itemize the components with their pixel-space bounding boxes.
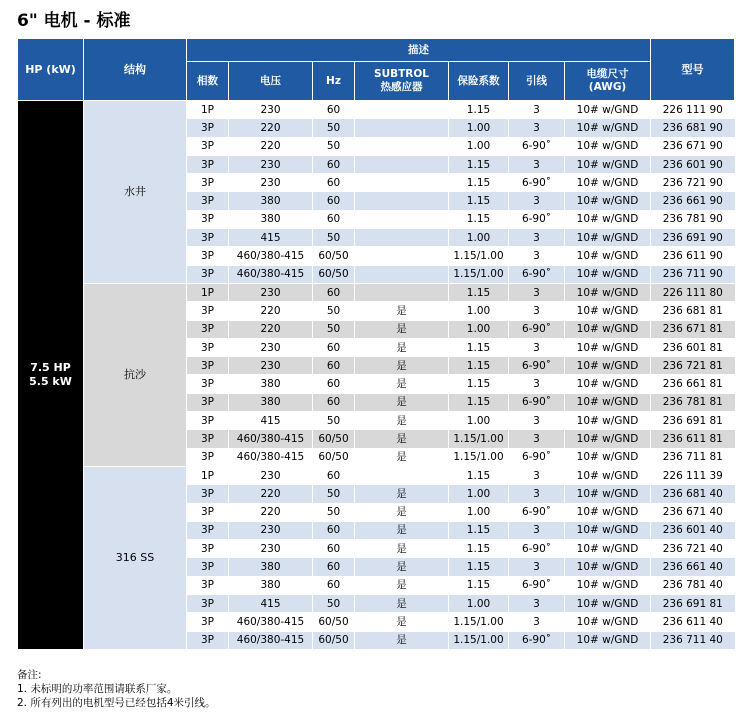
cell-subtrol [355, 119, 449, 137]
cell-leads: 6-90˚ [509, 393, 565, 411]
cell-voltage: 220 [229, 137, 313, 155]
cell-model: 236 671 40 [651, 503, 735, 521]
cell-leads: 3 [509, 430, 565, 448]
cell-service-factor: 1.15/1.00 [449, 448, 509, 466]
cell-phase: 3P [187, 448, 229, 466]
cell-service-factor: 1.15 [449, 192, 509, 210]
cell-model: 236 601 81 [651, 338, 735, 356]
header-cable [565, 62, 651, 101]
cell-phase: 3P [187, 430, 229, 448]
cell-phase: 3P [187, 247, 229, 265]
cell-voltage: 460/380-415 [229, 448, 313, 466]
cell-phase: 3P [187, 229, 229, 247]
cell-subtrol [355, 101, 449, 119]
cell-voltage: 460/380-415 [229, 613, 313, 631]
cell-hz: 60/50 [313, 631, 355, 649]
cell-leads: 3 [509, 119, 565, 137]
cell-service-factor: 1.15 [449, 576, 509, 594]
cell-hz: 60/50 [313, 448, 355, 466]
structure-cell: 316 SS [84, 466, 187, 649]
cell-subtrol: 是 [355, 412, 449, 430]
header-cable-line1: 电缆尺寸 [586, 68, 629, 80]
cell-voltage: 230 [229, 283, 313, 301]
cell-leads: 3 [509, 101, 565, 119]
cell-service-factor: 1.15/1.00 [449, 247, 509, 265]
cell-service-factor: 1.00 [449, 503, 509, 521]
cell-leads: 6-90˚ [509, 210, 565, 228]
cell-service-factor: 1.00 [449, 229, 509, 247]
cell-service-factor: 1.15 [449, 155, 509, 173]
cell-subtrol: 是 [355, 503, 449, 521]
structure-cell: 抗沙 [84, 283, 187, 466]
cell-voltage: 230 [229, 338, 313, 356]
cell-hz: 50 [313, 412, 355, 430]
cell-hz: 60 [313, 393, 355, 411]
cell-cable: 10# w/GND [565, 338, 651, 356]
cell-model: 236 601 40 [651, 521, 735, 539]
cell-service-factor: 1.15 [449, 558, 509, 576]
cell-service-factor: 1.15/1.00 [449, 613, 509, 631]
cell-hz: 50 [313, 485, 355, 503]
cell-cable: 10# w/GND [565, 595, 651, 613]
cell-model: 236 721 90 [651, 174, 735, 192]
cell-service-factor: 1.15/1.00 [449, 265, 509, 283]
cell-voltage: 220 [229, 302, 313, 320]
cell-hz: 60 [313, 558, 355, 576]
cell-cable: 10# w/GND [565, 375, 651, 393]
cell-cable: 10# w/GND [565, 192, 651, 210]
table-row [18, 101, 735, 119]
cell-leads: 3 [509, 283, 565, 301]
cell-phase: 3P [187, 485, 229, 503]
cell-voltage: 230 [229, 357, 313, 375]
cell-cable: 10# w/GND [565, 119, 651, 137]
cell-hz: 60 [313, 540, 355, 558]
cell-phase: 3P [187, 613, 229, 631]
cell-hz: 50 [313, 320, 355, 338]
cell-leads: 6-90˚ [509, 137, 565, 155]
cell-subtrol: 是 [355, 320, 449, 338]
cell-hz: 60 [313, 283, 355, 301]
cell-voltage: 220 [229, 320, 313, 338]
cell-leads: 3 [509, 466, 565, 484]
cell-leads: 3 [509, 375, 565, 393]
cell-model: 236 711 81 [651, 448, 735, 466]
cell-hz: 60/50 [313, 265, 355, 283]
cell-voltage: 460/380-415 [229, 265, 313, 283]
cell-leads: 3 [509, 613, 565, 631]
cell-hz: 50 [313, 229, 355, 247]
cell-cable: 10# w/GND [565, 503, 651, 521]
header-service-factor: 保险系数 [449, 62, 509, 101]
cell-model: 236 661 81 [651, 375, 735, 393]
cell-service-factor: 1.15 [449, 174, 509, 192]
cell-phase: 3P [187, 320, 229, 338]
cell-hz: 60 [313, 466, 355, 484]
cell-service-factor: 1.00 [449, 595, 509, 613]
cell-cable: 10# w/GND [565, 448, 651, 466]
cell-voltage: 380 [229, 375, 313, 393]
cell-voltage: 220 [229, 119, 313, 137]
header-subtrol [355, 62, 449, 101]
notes [17, 668, 216, 710]
cell-model: 236 611 81 [651, 430, 735, 448]
cell-leads: 6-90˚ [509, 320, 565, 338]
cell-cable: 10# w/GND [565, 393, 651, 411]
cell-subtrol: 是 [355, 595, 449, 613]
cell-hz: 50 [313, 137, 355, 155]
header-cable-line2: (AWG) [588, 81, 627, 93]
cell-phase: 3P [187, 137, 229, 155]
cell-service-factor: 1.00 [449, 137, 509, 155]
cell-cable: 10# w/GND [565, 265, 651, 283]
cell-phase: 3P [187, 558, 229, 576]
notes-heading: 备注: [17, 669, 42, 681]
cell-service-factor: 1.00 [449, 412, 509, 430]
cell-hz: 60 [313, 576, 355, 594]
cell-phase: 3P [187, 521, 229, 539]
cell-voltage: 230 [229, 101, 313, 119]
cell-subtrol: 是 [355, 338, 449, 356]
cell-model: 236 781 40 [651, 576, 735, 594]
cell-phase: 3P [187, 576, 229, 594]
cell-model: 236 711 90 [651, 265, 735, 283]
cell-service-factor: 1.00 [449, 320, 509, 338]
header-phase: 相数 [187, 62, 229, 101]
cell-subtrol [355, 137, 449, 155]
cell-voltage: 380 [229, 393, 313, 411]
motor-spec-table [17, 38, 735, 650]
note-item: 2. 所有列出的电机型号已经包括4米引线。 [17, 697, 216, 709]
cell-cable: 10# w/GND [565, 155, 651, 173]
header-structure: 结构 [84, 39, 187, 101]
cell-subtrol: 是 [355, 430, 449, 448]
cell-service-factor: 1.15 [449, 283, 509, 301]
cell-subtrol: 是 [355, 485, 449, 503]
cell-leads: 3 [509, 247, 565, 265]
cell-leads: 3 [509, 302, 565, 320]
cell-subtrol: 是 [355, 357, 449, 375]
cell-phase: 3P [187, 540, 229, 558]
cell-leads: 3 [509, 558, 565, 576]
cell-hz: 50 [313, 302, 355, 320]
cell-leads: 3 [509, 412, 565, 430]
cell-model: 236 691 90 [651, 229, 735, 247]
cell-cable: 10# w/GND [565, 485, 651, 503]
cell-subtrol [355, 210, 449, 228]
cell-model: 236 781 90 [651, 210, 735, 228]
cell-model: 236 601 90 [651, 155, 735, 173]
header-subtrol-line2: 热感应器 [380, 81, 423, 93]
cell-hz: 60 [313, 521, 355, 539]
cell-cable: 10# w/GND [565, 558, 651, 576]
cell-phase: 3P [187, 631, 229, 649]
cell-cable: 10# w/GND [565, 576, 651, 594]
cell-service-factor: 1.15 [449, 210, 509, 228]
cell-cable: 10# w/GND [565, 357, 651, 375]
cell-cable: 10# w/GND [565, 247, 651, 265]
cell-phase: 3P [187, 503, 229, 521]
cell-model: 236 721 81 [651, 357, 735, 375]
cell-hz: 50 [313, 595, 355, 613]
page-title: 6" 电机 - 标准 [17, 11, 131, 31]
header-voltage: 电压 [229, 62, 313, 101]
cell-model: 226 111 80 [651, 283, 735, 301]
cell-leads: 6-90˚ [509, 576, 565, 594]
cell-phase: 3P [187, 265, 229, 283]
cell-leads: 3 [509, 192, 565, 210]
header-leads: 引线 [509, 62, 565, 101]
cell-voltage: 415 [229, 595, 313, 613]
header-description: 描述 [187, 39, 651, 62]
hp-label-line2: 5.5 kW [29, 374, 72, 388]
cell-hz: 60/50 [313, 613, 355, 631]
table-row [18, 466, 735, 484]
cell-cable: 10# w/GND [565, 613, 651, 631]
cell-model: 236 691 81 [651, 595, 735, 613]
hp-label-line1: 7.5 HP [30, 360, 71, 374]
cell-voltage: 230 [229, 174, 313, 192]
cell-hz: 60 [313, 192, 355, 210]
cell-phase: 1P [187, 101, 229, 119]
cell-phase: 3P [187, 375, 229, 393]
header-hz: Hz [313, 62, 355, 101]
cell-phase: 3P [187, 338, 229, 356]
cell-model: 236 661 90 [651, 192, 735, 210]
cell-service-factor: 1.15 [449, 466, 509, 484]
cell-phase: 3P [187, 192, 229, 210]
cell-model: 236 661 40 [651, 558, 735, 576]
note-item: 1. 未标明的功率范围请联系厂家。 [17, 683, 178, 695]
cell-leads: 6-90˚ [509, 540, 565, 558]
cell-service-factor: 1.00 [449, 485, 509, 503]
cell-voltage: 380 [229, 558, 313, 576]
structure-cell: 水井 [84, 101, 187, 284]
cell-cable: 10# w/GND [565, 101, 651, 119]
cell-service-factor: 1.15/1.00 [449, 631, 509, 649]
cell-subtrol [355, 247, 449, 265]
cell-phase: 3P [187, 174, 229, 192]
cell-hz: 60 [313, 155, 355, 173]
cell-service-factor: 1.00 [449, 119, 509, 137]
cell-cable: 10# w/GND [565, 521, 651, 539]
cell-subtrol: 是 [355, 375, 449, 393]
cell-subtrol: 是 [355, 558, 449, 576]
cell-model: 236 681 40 [651, 485, 735, 503]
cell-cable: 10# w/GND [565, 302, 651, 320]
cell-service-factor: 1.15 [449, 521, 509, 539]
cell-model: 226 111 39 [651, 466, 735, 484]
table-row [18, 283, 735, 301]
cell-voltage: 415 [229, 229, 313, 247]
cell-service-factor: 1.15/1.00 [449, 430, 509, 448]
cell-voltage: 380 [229, 192, 313, 210]
cell-model: 236 681 81 [651, 302, 735, 320]
cell-phase: 3P [187, 595, 229, 613]
cell-voltage: 230 [229, 466, 313, 484]
cell-hz: 60 [313, 357, 355, 375]
cell-hz: 60 [313, 101, 355, 119]
cell-model: 236 781 81 [651, 393, 735, 411]
cell-subtrol [355, 174, 449, 192]
cell-subtrol: 是 [355, 393, 449, 411]
cell-cable: 10# w/GND [565, 320, 651, 338]
cell-hz: 60 [313, 210, 355, 228]
cell-hz: 60/50 [313, 430, 355, 448]
cell-subtrol [355, 229, 449, 247]
hp-cell [18, 101, 84, 650]
cell-hz: 50 [313, 119, 355, 137]
cell-cable: 10# w/GND [565, 412, 651, 430]
cell-model: 236 671 81 [651, 320, 735, 338]
cell-service-factor: 1.15 [449, 101, 509, 119]
cell-voltage: 220 [229, 503, 313, 521]
cell-subtrol [355, 192, 449, 210]
header-subtrol-line1: SUBTROL [374, 68, 429, 80]
cell-leads: 6-90˚ [509, 448, 565, 466]
cell-model: 236 721 40 [651, 540, 735, 558]
cell-cable: 10# w/GND [565, 430, 651, 448]
cell-subtrol: 是 [355, 540, 449, 558]
cell-phase: 3P [187, 302, 229, 320]
cell-leads: 6-90˚ [509, 174, 565, 192]
cell-leads: 6-90˚ [509, 503, 565, 521]
header-hp: HP (kW) [18, 39, 84, 101]
cell-model: 226 111 90 [651, 101, 735, 119]
cell-leads: 3 [509, 595, 565, 613]
cell-voltage: 220 [229, 485, 313, 503]
header-model: 型号 [651, 39, 735, 101]
cell-service-factor: 1.15 [449, 393, 509, 411]
cell-service-factor: 1.15 [449, 357, 509, 375]
cell-leads: 6-90˚ [509, 357, 565, 375]
cell-phase: 3P [187, 393, 229, 411]
cell-leads: 3 [509, 155, 565, 173]
cell-cable: 10# w/GND [565, 137, 651, 155]
cell-subtrol: 是 [355, 521, 449, 539]
cell-phase: 3P [187, 357, 229, 375]
cell-cable: 10# w/GND [565, 229, 651, 247]
cell-service-factor: 1.15 [449, 338, 509, 356]
cell-subtrol: 是 [355, 302, 449, 320]
cell-leads: 6-90˚ [509, 265, 565, 283]
cell-leads: 3 [509, 521, 565, 539]
cell-voltage: 460/380-415 [229, 631, 313, 649]
cell-phase: 1P [187, 283, 229, 301]
cell-phase: 1P [187, 466, 229, 484]
cell-voltage: 415 [229, 412, 313, 430]
cell-leads: 3 [509, 338, 565, 356]
cell-cable: 10# w/GND [565, 210, 651, 228]
cell-cable: 10# w/GND [565, 466, 651, 484]
cell-service-factor: 1.15 [449, 375, 509, 393]
cell-hz: 60/50 [313, 247, 355, 265]
cell-cable: 10# w/GND [565, 540, 651, 558]
spec-table-body [18, 101, 735, 650]
cell-model: 236 611 40 [651, 613, 735, 631]
cell-voltage: 380 [229, 210, 313, 228]
cell-phase: 3P [187, 119, 229, 137]
cell-model: 236 711 40 [651, 631, 735, 649]
cell-subtrol: 是 [355, 613, 449, 631]
cell-phase: 3P [187, 412, 229, 430]
cell-hz: 60 [313, 338, 355, 356]
cell-service-factor: 1.15 [449, 540, 509, 558]
cell-subtrol: 是 [355, 576, 449, 594]
cell-model: 236 681 90 [651, 119, 735, 137]
cell-service-factor: 1.00 [449, 302, 509, 320]
cell-subtrol [355, 283, 449, 301]
cell-hz: 60 [313, 375, 355, 393]
cell-hz: 60 [313, 174, 355, 192]
cell-model: 236 691 81 [651, 412, 735, 430]
cell-subtrol: 是 [355, 448, 449, 466]
cell-leads: 6-90˚ [509, 631, 565, 649]
cell-voltage: 380 [229, 576, 313, 594]
cell-voltage: 230 [229, 540, 313, 558]
cell-model: 236 611 90 [651, 247, 735, 265]
cell-subtrol: 是 [355, 631, 449, 649]
cell-model: 236 671 90 [651, 137, 735, 155]
cell-hz: 50 [313, 503, 355, 521]
cell-voltage: 460/380-415 [229, 430, 313, 448]
cell-voltage: 230 [229, 521, 313, 539]
cell-subtrol [355, 466, 449, 484]
cell-leads: 3 [509, 229, 565, 247]
cell-voltage: 460/380-415 [229, 247, 313, 265]
cell-subtrol [355, 155, 449, 173]
cell-cable: 10# w/GND [565, 631, 651, 649]
cell-subtrol [355, 265, 449, 283]
cell-phase: 3P [187, 155, 229, 173]
cell-phase: 3P [187, 210, 229, 228]
cell-cable: 10# w/GND [565, 174, 651, 192]
cell-voltage: 230 [229, 155, 313, 173]
cell-cable: 10# w/GND [565, 283, 651, 301]
cell-leads: 3 [509, 485, 565, 503]
